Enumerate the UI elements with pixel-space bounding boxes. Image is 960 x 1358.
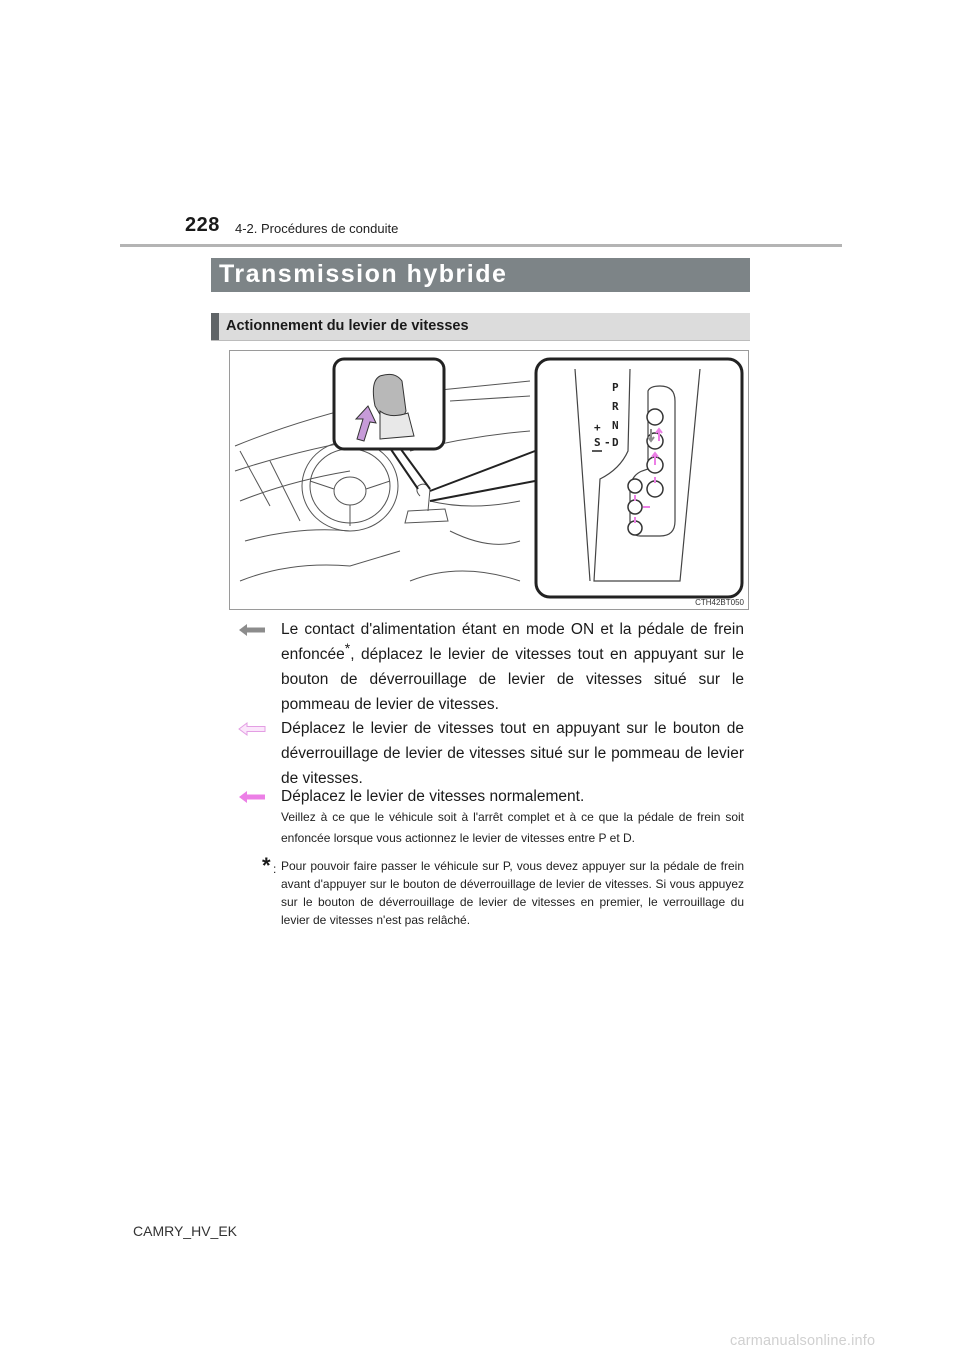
watermark: carmanualsonline.info — [730, 1333, 876, 1349]
gate-label-s: S — [594, 436, 601, 449]
instruction-text-1-end: , déplacez le levier de vitesses tout en appuyant sur le bouton de déverrouillage de levier de vitesses situé sur le pommeau de levier de vitesses. — [281, 646, 744, 713]
gate-label-p: P — [612, 381, 619, 394]
gate-label-dash: - — [604, 436, 611, 449]
gate-label-n: N — [612, 419, 619, 432]
gate-label-r: R — [612, 400, 619, 413]
footnote-mark: * — [262, 853, 271, 878]
gate-label-d: D — [612, 436, 619, 449]
model-code: CAMRY_HV_EK — [133, 1223, 238, 1239]
light-pink-arrow-icon — [238, 722, 266, 736]
section-subtitle-bar — [211, 313, 750, 341]
gray-arrow-icon — [238, 623, 266, 637]
pink-arrow-icon — [238, 790, 266, 804]
gate-label-plus: + — [594, 421, 601, 434]
page-title-bar — [211, 258, 750, 292]
shift-lever-illustration — [229, 350, 749, 610]
header-divider — [120, 244, 842, 247]
safety-note: Veillez à ce que le véhicule soit à l'arrêt complet et à ce que la pédale de frein soit enfoncée lorsque vous actionnez le levier de vitesses entre P et D. — [281, 810, 744, 845]
footnote-reference: * — [344, 639, 351, 656]
section-breadcrumb: 4-2. Procédures de conduite — [235, 221, 399, 236]
instruction-text-3: Déplacez le levier de vitesses normalement. — [281, 788, 585, 805]
footnote-text: Pour pouvoir faire passer le véhicule sur P, vous devez appuyer sur la pédale de frein avant d'appuyer sur le bouton de déverrouillage de levier de vitesses. Si vous appuyez sur le bouton de déverrouillage de levier de vitesses en premier, le verrouillage du levier de vitesses n'est pas relâché. — [281, 859, 744, 927]
page-number: 228 — [185, 214, 220, 236]
shift-lever-drawing — [230, 351, 748, 609]
section-subtitle: Actionnement du levier de vitesses — [226, 318, 469, 334]
instruction-item-1 — [238, 620, 750, 713]
illustration-code: CTH42BT050 — [695, 598, 744, 607]
instruction-text-1 — [281, 617, 744, 717]
instruction-text-2: Déplacez le levier de vitesses tout en appuyant sur le bouton de déverrouillage de levier de vitesses situé sur le pommeau de levier de vitesses. — [281, 720, 744, 787]
subtitle-marker — [211, 313, 219, 340]
footnote-colon: : — [273, 862, 277, 876]
page-title: Transmission hybride — [219, 260, 508, 288]
instruction-text-1-start: Le contact d'alimentation étant en mode ON et la pédale de frein enfoncée — [281, 621, 744, 663]
